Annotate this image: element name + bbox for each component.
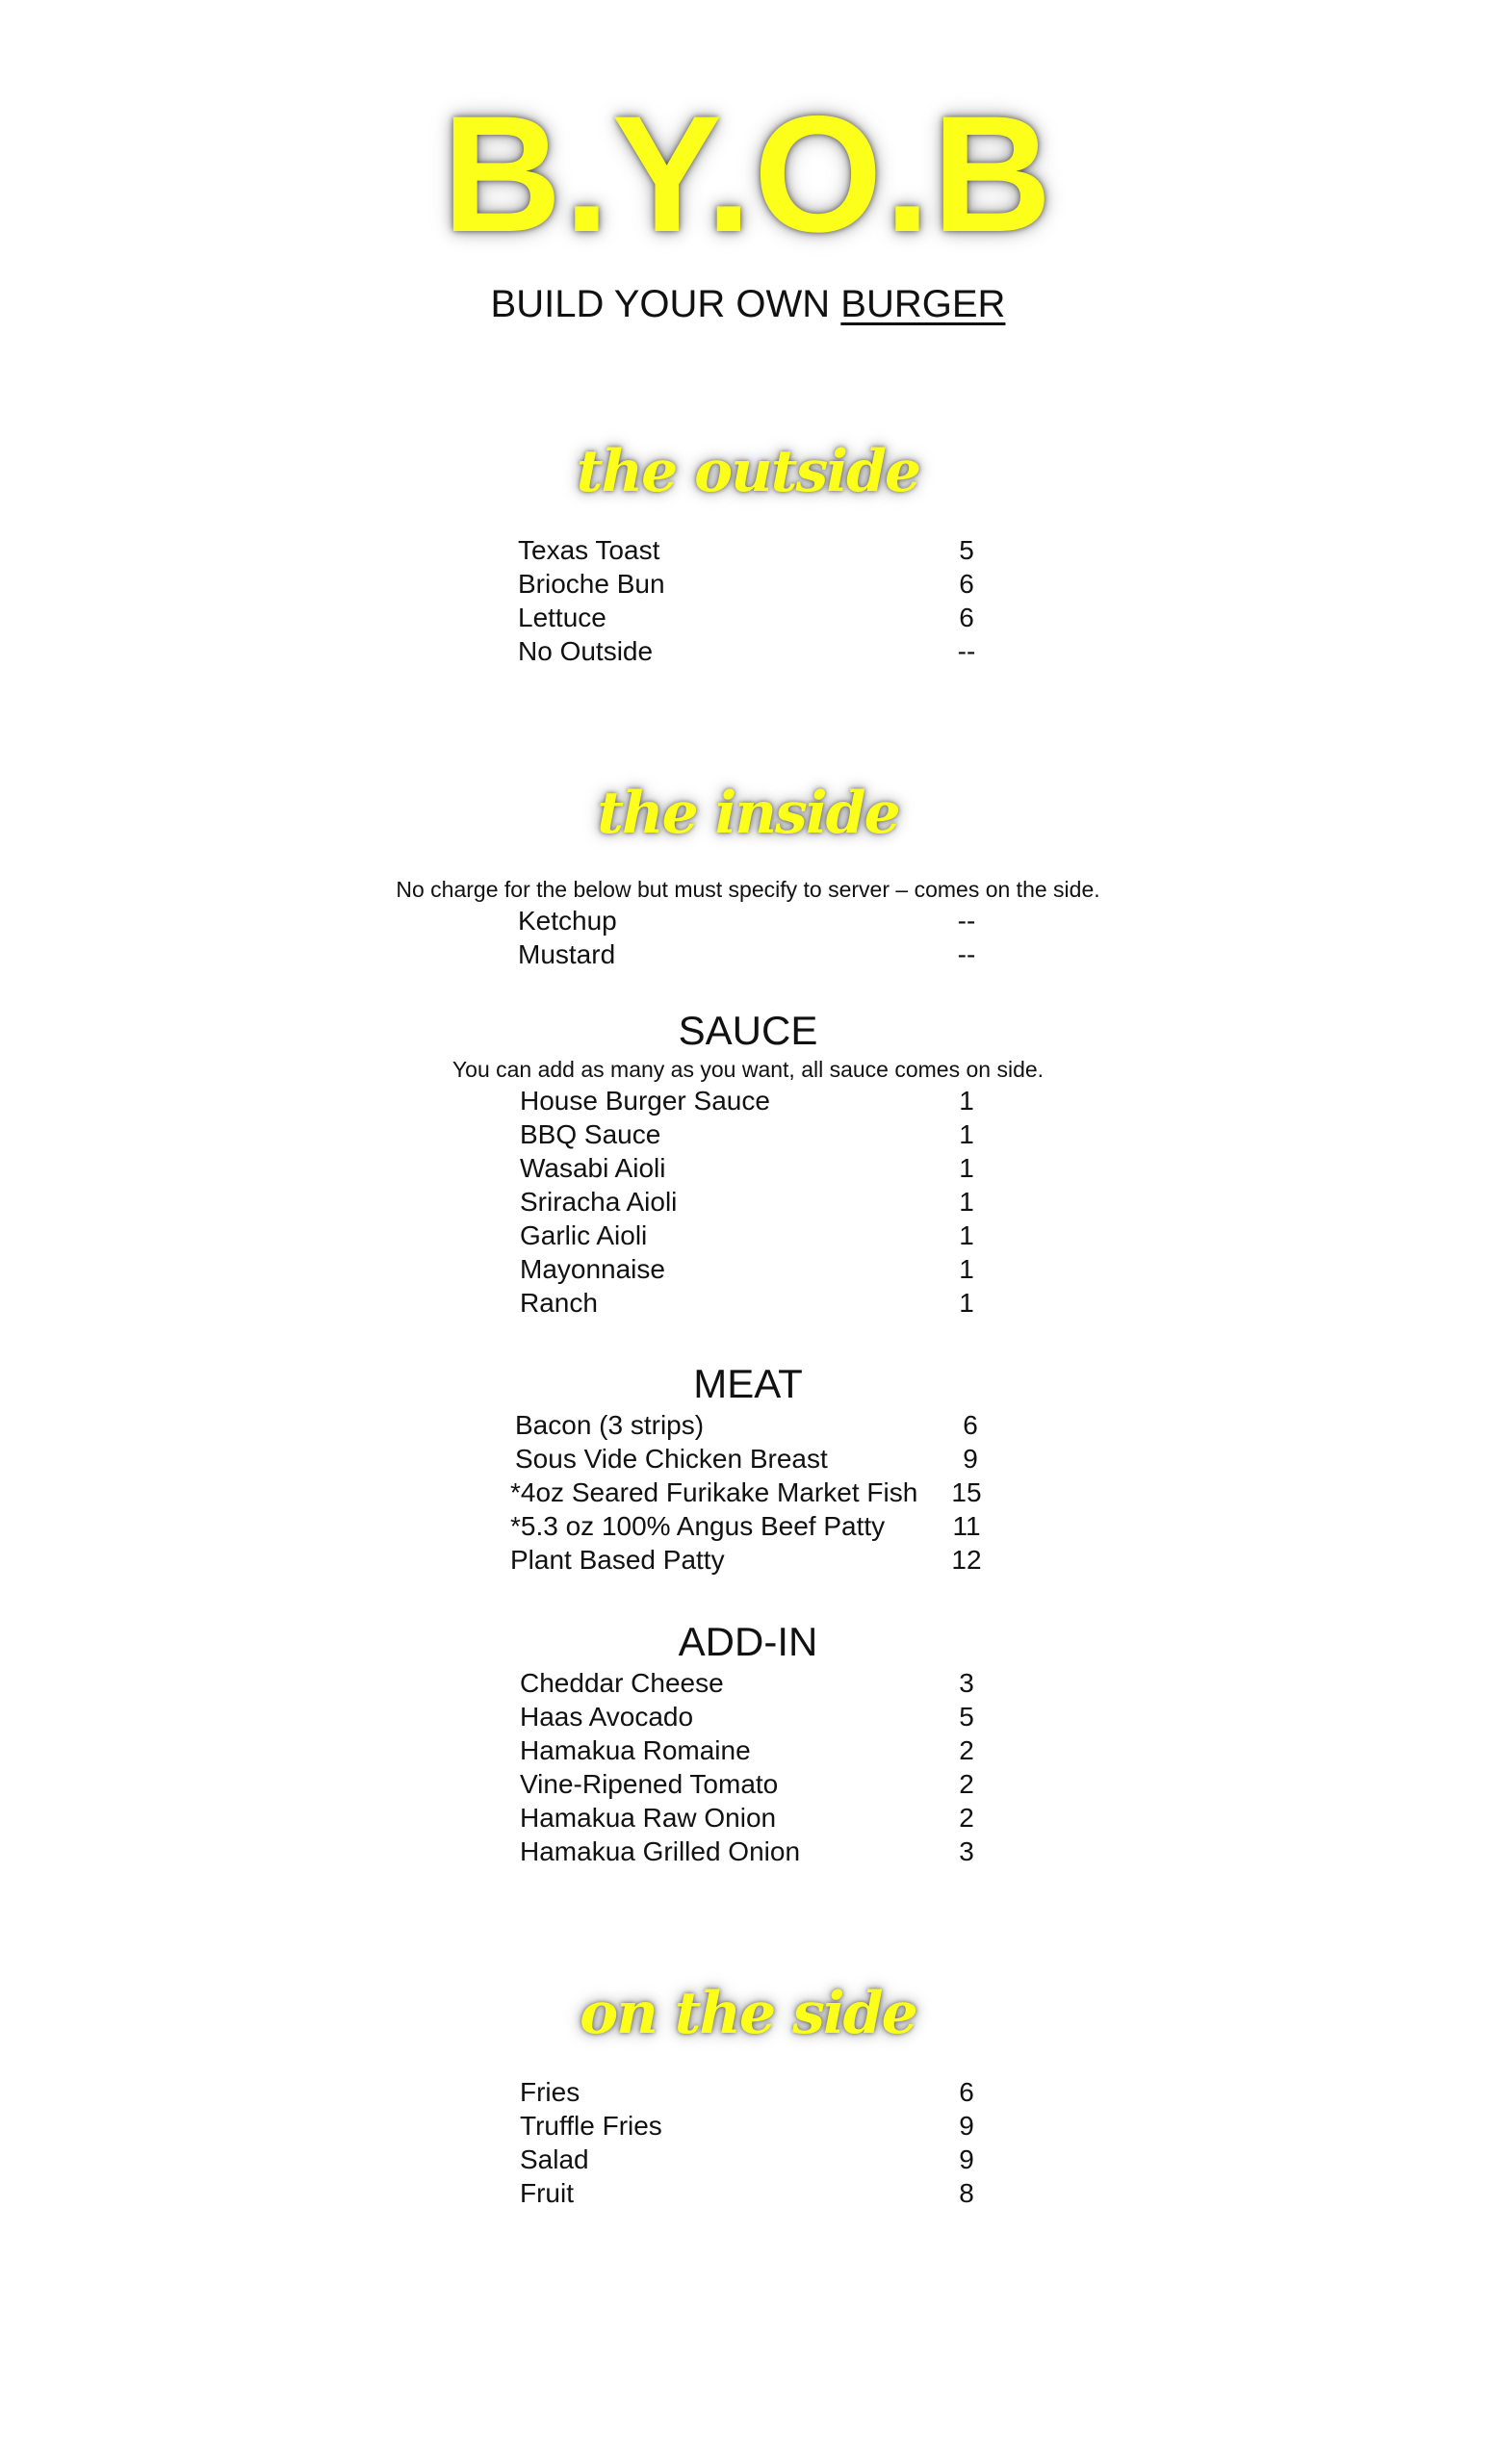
item-price: 1 bbox=[959, 1153, 974, 1183]
item-price: 2 bbox=[959, 1803, 974, 1833]
menu-item bbox=[520, 1287, 1001, 1320]
item-name: Fruit bbox=[520, 2178, 574, 2208]
item-price: 1 bbox=[959, 1220, 974, 1250]
menu-item bbox=[520, 1802, 1001, 1835]
item-name: Hamakua Romaine bbox=[520, 1735, 751, 1765]
item-name: Bacon (3 strips) bbox=[515, 1410, 705, 1440]
item-name: Sous Vide Chicken Breast bbox=[515, 1444, 828, 1474]
menu-item bbox=[520, 1118, 1001, 1151]
item-price: 5 bbox=[959, 1702, 974, 1732]
item-name: Ketchup bbox=[518, 906, 617, 936]
section-title-meat: MEAT bbox=[693, 1361, 803, 1406]
item-price: -- bbox=[957, 636, 976, 666]
logo-title: B.Y.O.B bbox=[442, 82, 1054, 267]
item-name: Haas Avocado bbox=[520, 1702, 694, 1732]
menu-item bbox=[520, 2110, 1001, 2143]
item-name: BBQ Sauce bbox=[520, 1119, 661, 1149]
menu-item bbox=[510, 1510, 1011, 1543]
item-price: -- bbox=[957, 906, 976, 936]
item-name: Mayonnaise bbox=[520, 1254, 665, 1284]
item-name: Sriracha Aioli bbox=[520, 1187, 678, 1217]
item-price: 6 bbox=[959, 2077, 974, 2107]
item-name: Vine-Ripened Tomato bbox=[520, 1769, 779, 1799]
menu-item bbox=[520, 1667, 1001, 1700]
menu-item bbox=[520, 2076, 1001, 2109]
menu-item bbox=[520, 1835, 1001, 1868]
item-name: House Burger Sauce bbox=[520, 1086, 770, 1116]
item-price: -- bbox=[957, 939, 976, 969]
menu-item bbox=[520, 1219, 1001, 1252]
menu-item bbox=[520, 1085, 1001, 1117]
item-name: Fries bbox=[520, 2077, 580, 2107]
item-price: 2 bbox=[959, 1735, 974, 1765]
menu-item bbox=[520, 2143, 1001, 2176]
menu-item bbox=[520, 1152, 1001, 1185]
item-price: 1 bbox=[959, 1187, 974, 1217]
menu-item bbox=[510, 1476, 1011, 1509]
item-name: Brioche Bun bbox=[518, 569, 665, 599]
item-price: 1 bbox=[959, 1086, 974, 1116]
menu-item bbox=[520, 1734, 1001, 1767]
item-name: *4oz Seared Furikake Market Fish bbox=[510, 1477, 918, 1507]
item-price: 11 bbox=[952, 1511, 981, 1541]
menu-item bbox=[518, 938, 999, 971]
menu-item bbox=[510, 1443, 1011, 1476]
item-price: 12 bbox=[951, 1545, 982, 1575]
item-price: 9 bbox=[959, 2144, 974, 2174]
inside-note: No charge for the below but must specify to server – comes on the side. bbox=[396, 877, 1100, 902]
page-subtitle bbox=[0, 281, 1496, 327]
item-price: 6 bbox=[959, 569, 974, 599]
item-name: Plant Based Patty bbox=[510, 1545, 725, 1575]
item-name: Garlic Aioli bbox=[520, 1220, 648, 1250]
item-price: 9 bbox=[959, 2111, 974, 2141]
menu-item bbox=[510, 1544, 1011, 1577]
menu-item bbox=[518, 534, 999, 567]
menu-item bbox=[518, 635, 999, 668]
item-name: *5.3 oz 100% Angus Beef Patty bbox=[510, 1511, 886, 1541]
menu-item bbox=[520, 1768, 1001, 1801]
item-price: 9 bbox=[963, 1444, 978, 1474]
item-name: Lettuce bbox=[518, 603, 606, 632]
item-name: Texas Toast bbox=[518, 535, 660, 565]
sauce-note: You can add as many as you want, all sauce comes on side. bbox=[451, 1057, 1045, 1082]
menu-item bbox=[520, 1253, 1001, 1286]
item-name: Hamakua Raw Onion bbox=[520, 1803, 777, 1833]
item-name: Wasabi Aioli bbox=[520, 1153, 666, 1183]
item-name: No Outside bbox=[518, 636, 654, 666]
section-title-inside: the inside bbox=[597, 780, 899, 847]
item-name: Cheddar Cheese bbox=[520, 1668, 724, 1698]
item-name: Mustard bbox=[518, 939, 616, 969]
menu-item bbox=[518, 905, 999, 937]
item-price: 6 bbox=[963, 1410, 978, 1440]
menu-item bbox=[520, 1186, 1001, 1219]
subtitle-prefix: BUILD YOUR OWN bbox=[490, 283, 841, 325]
item-price: 1 bbox=[959, 1254, 974, 1284]
section-title-sauce: SAUCE bbox=[678, 1008, 818, 1053]
item-name: Truffle Fries bbox=[520, 2111, 662, 2141]
item-price: 1 bbox=[959, 1288, 974, 1318]
menu-item bbox=[520, 2177, 1001, 2210]
section-title-addin: ADD-IN bbox=[678, 1619, 818, 1664]
item-price: 3 bbox=[959, 1668, 974, 1698]
item-price: 1 bbox=[959, 1119, 974, 1149]
menu-item bbox=[510, 1409, 1011, 1442]
item-name: Ranch bbox=[520, 1288, 598, 1318]
item-price: 3 bbox=[959, 1836, 974, 1866]
item-name: Hamakua Grilled Onion bbox=[520, 1836, 801, 1866]
menu-item bbox=[520, 1701, 1001, 1733]
menu-item bbox=[518, 602, 999, 634]
section-title-outside: the outside bbox=[576, 438, 920, 505]
item-price: 5 bbox=[959, 535, 974, 565]
menu-item bbox=[518, 568, 999, 601]
item-price: 6 bbox=[959, 603, 974, 632]
item-price: 15 bbox=[951, 1477, 982, 1507]
item-name: Salad bbox=[520, 2144, 589, 2174]
item-price: 2 bbox=[959, 1769, 974, 1799]
section-title-side: on the side bbox=[580, 1980, 916, 2047]
subtitle-underlined: BURGER bbox=[840, 283, 1006, 325]
item-price: 8 bbox=[959, 2178, 974, 2208]
